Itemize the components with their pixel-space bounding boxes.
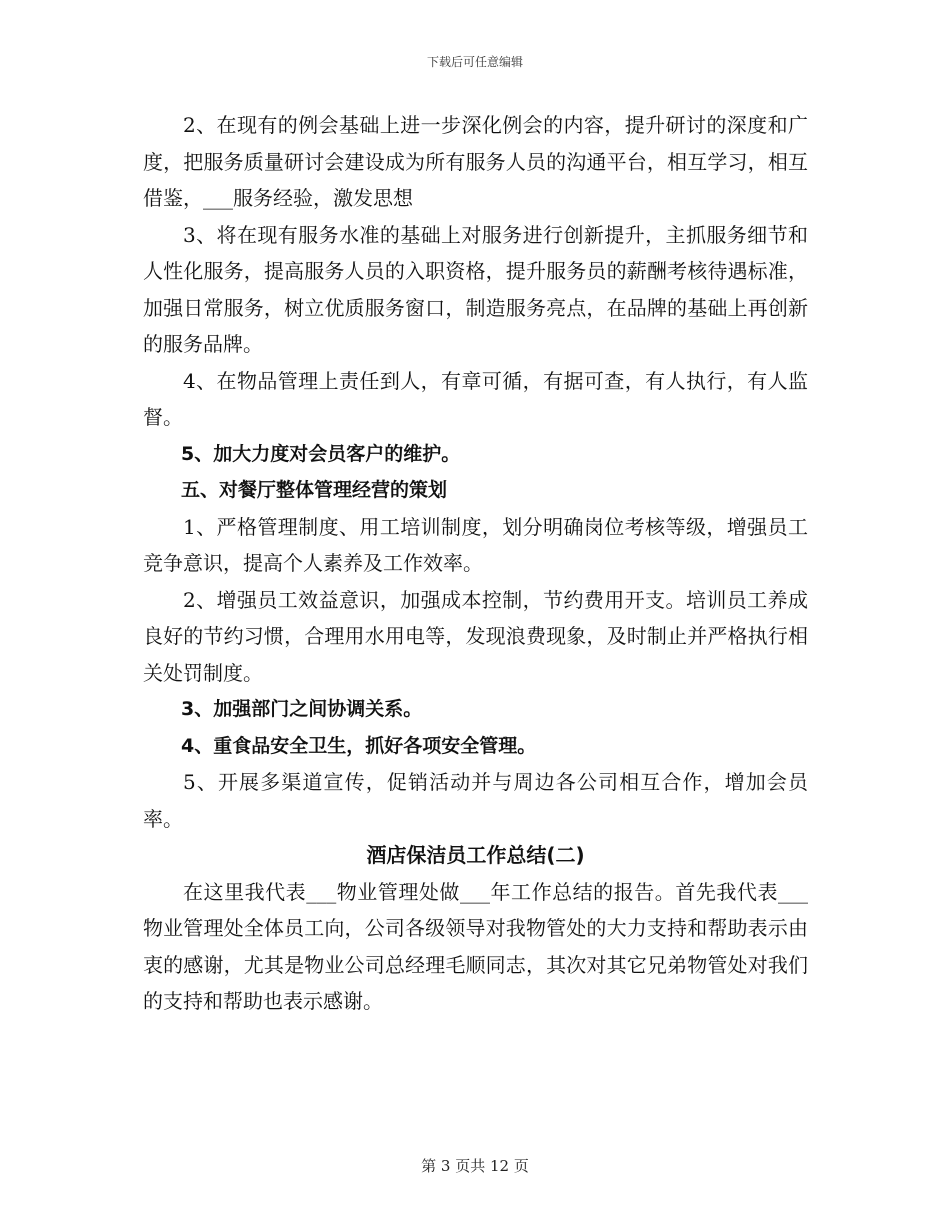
paragraph-item-2: 2、在现有的例会基础上进一步深化例会的内容，提升研讨的深度和广度，把服务质量研讨会建设成为所有服务人员的沟通平台，相互学习，相互借鉴，___服务经验，激发思想	[143, 113, 808, 210]
page-footer: 第 3 页共 12 页	[421, 1157, 529, 1175]
paragraph-item-3: 3、将在现有服务水准的基础上对服务进行创新提升，主抓服务细节和人性化服务，提高服务人员的入职资格，提升服务员的薪酬考核待遇标准，加强日常服务，树立优质服务窗口，制造服务亮点，在品牌的基础上再创新的服务品牌。	[143, 222, 808, 356]
paragraph-item-5b: 5、开展多渠道宣传，促销活动并与周边各公司相互合作，增加会员率。	[143, 770, 808, 831]
paragraph-item-1: 1、严格管理制度、用工培训制度，划分明确岗位考核等级，增强员工竞争意识，提高个人素养及工作效率。	[143, 514, 808, 575]
closing-paragraph: 在这里我代表___物业管理处做___年工作总结的报告。首先我代表___物业管理处全体员工向，公司各级领导对我物管处的大力支持和帮助表示由衷的感谢，尤其是物业公司总经理毛顺同志，其次对其它兄弟物管处对我们的支持和帮助也表示感谢。	[143, 879, 808, 1013]
page-header: 下载后可任意编辑	[426, 55, 523, 69]
paragraph-item-3-bold: 3、加强部门之间协调关系。	[181, 698, 423, 720]
paragraph-item-4-bold: 4、重食品安全卫生，抓好各项安全管理。	[181, 734, 537, 757]
paragraph-item-5-bold: 5、加大力度对会员客户的维护。	[181, 442, 461, 465]
document-body	[143, 107, 808, 1020]
paragraph-item-4: 4、在物品管理上责任到人，有章可循，有据可查，有人执行，有人监督。	[143, 368, 808, 429]
section-heading-five: 五、对餐厅整体管理经营的策划	[181, 479, 448, 501]
section-title: 酒店保洁员工作总结(二)	[366, 843, 585, 867]
paragraph-item-2b: 2、增强员工效益意识，加强成本控制，节约费用开支。培训员工养成良好的节约习惯，合理用水用电等，发现浪费现象，及时制止并严格执行相关处罚制度。	[143, 587, 808, 685]
